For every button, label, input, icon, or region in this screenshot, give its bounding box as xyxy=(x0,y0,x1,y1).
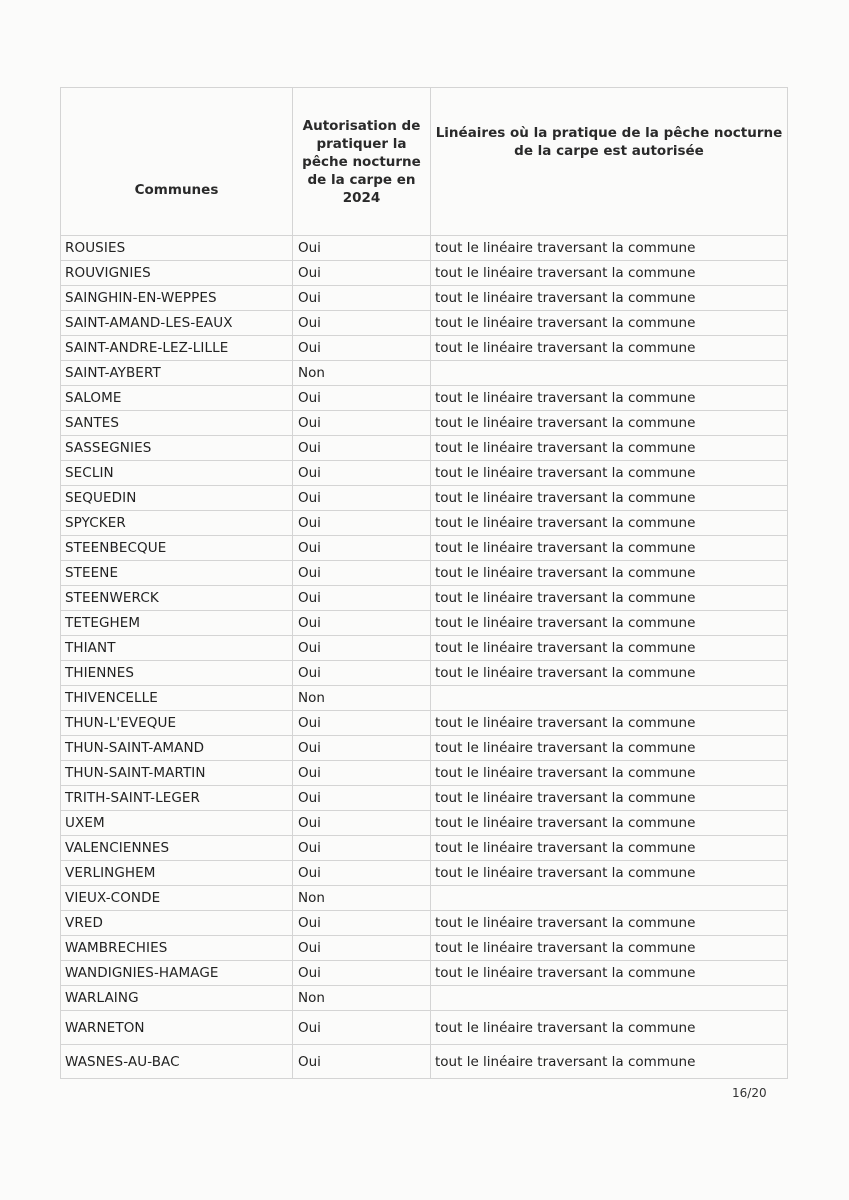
linear-cell: tout le linéaire traversant la commune xyxy=(431,386,788,411)
linear-cell xyxy=(431,686,788,711)
authorization-cell: Oui xyxy=(293,611,431,636)
table-row xyxy=(61,336,788,361)
authorization-cell: Oui xyxy=(293,511,431,536)
table-row xyxy=(61,286,788,311)
authorization-cell: Oui xyxy=(293,436,431,461)
carp-night-fishing-table xyxy=(60,87,788,1079)
authorization-cell: Oui xyxy=(293,1011,431,1045)
authorization-cell: Oui xyxy=(293,286,431,311)
commune-cell: THIANT xyxy=(61,636,293,661)
linear-cell xyxy=(431,886,788,911)
authorization-cell: Oui xyxy=(293,236,431,261)
commune-cell: SALOME xyxy=(61,386,293,411)
commune-cell: WAMBRECHIES xyxy=(61,936,293,961)
table-row xyxy=(61,436,788,461)
authorization-cell: Oui xyxy=(293,711,431,736)
table-row xyxy=(61,811,788,836)
table-row xyxy=(61,711,788,736)
authorization-cell: Oui xyxy=(293,386,431,411)
authorization-cell: Oui xyxy=(293,936,431,961)
table-row xyxy=(61,761,788,786)
commune-cell: STEENE xyxy=(61,561,293,586)
commune-cell: UXEM xyxy=(61,811,293,836)
linear-cell: tout le linéaire traversant la commune xyxy=(431,336,788,361)
authorization-cell: Oui xyxy=(293,861,431,886)
linear-cell: tout le linéaire traversant la commune xyxy=(431,786,788,811)
table-row xyxy=(61,986,788,1011)
linear-cell: tout le linéaire traversant la commune xyxy=(431,636,788,661)
commune-cell: SECLIN xyxy=(61,461,293,486)
authorization-cell: Oui xyxy=(293,561,431,586)
linear-cell: tout le linéaire traversant la commune xyxy=(431,311,788,336)
linear-cell: tout le linéaire traversant la commune xyxy=(431,511,788,536)
authorization-cell: Oui xyxy=(293,461,431,486)
table-row xyxy=(61,861,788,886)
table-row xyxy=(61,661,788,686)
linear-cell: tout le linéaire traversant la commune xyxy=(431,811,788,836)
authorization-cell: Non xyxy=(293,686,431,711)
linear-cell: tout le linéaire traversant la commune xyxy=(431,911,788,936)
linear-cell: tout le linéaire traversant la commune xyxy=(431,286,788,311)
commune-cell: WARNETON xyxy=(61,1011,293,1045)
table-row xyxy=(61,1045,788,1079)
table-row xyxy=(61,361,788,386)
table-row xyxy=(61,836,788,861)
linear-cell: tout le linéaire traversant la commune xyxy=(431,1045,788,1079)
linear-cell xyxy=(431,361,788,386)
authorization-cell: Oui xyxy=(293,311,431,336)
authorization-cell: Oui xyxy=(293,761,431,786)
linear-cell: tout le linéaire traversant la commune xyxy=(431,611,788,636)
linear-cell: tout le linéaire traversant la commune xyxy=(431,561,788,586)
authorization-cell: Oui xyxy=(293,736,431,761)
table-row xyxy=(61,686,788,711)
authorization-cell: Oui xyxy=(293,336,431,361)
table-row xyxy=(61,786,788,811)
table-row xyxy=(61,411,788,436)
commune-cell: VERLINGHEM xyxy=(61,861,293,886)
table-row xyxy=(61,736,788,761)
linear-cell: tout le linéaire traversant la commune xyxy=(431,411,788,436)
linear-cell: tout le linéaire traversant la commune xyxy=(431,861,788,886)
authorization-cell: Non xyxy=(293,361,431,386)
commune-cell: TRITH-SAINT-LEGER xyxy=(61,786,293,811)
commune-cell: ROUSIES xyxy=(61,236,293,261)
authorization-cell: Non xyxy=(293,986,431,1011)
header-authorization: Autorisation de pratiquer la pêche nocturne de la carpe en 2024 xyxy=(293,88,431,236)
linear-cell: tout le linéaire traversant la commune xyxy=(431,711,788,736)
commune-cell: SAINT-ANDRE-LEZ-LILLE xyxy=(61,336,293,361)
commune-cell: THUN-SAINT-MARTIN xyxy=(61,761,293,786)
table-row xyxy=(61,586,788,611)
table-row xyxy=(61,561,788,586)
authorization-cell: Non xyxy=(293,886,431,911)
table-row xyxy=(61,911,788,936)
page-number: 16/20 xyxy=(732,1086,767,1100)
table-row xyxy=(61,936,788,961)
authorization-cell: Oui xyxy=(293,661,431,686)
authorization-cell: Oui xyxy=(293,911,431,936)
table-row xyxy=(61,311,788,336)
commune-cell: STEENBECQUE xyxy=(61,536,293,561)
commune-cell: SAINGHIN-EN-WEPPES xyxy=(61,286,293,311)
commune-cell: VRED xyxy=(61,911,293,936)
table-row xyxy=(61,636,788,661)
commune-cell: WARLAING xyxy=(61,986,293,1011)
linear-cell: tout le linéaire traversant la commune xyxy=(431,586,788,611)
linear-cell: tout le linéaire traversant la commune xyxy=(431,536,788,561)
linear-cell: tout le linéaire traversant la commune xyxy=(431,936,788,961)
table-row xyxy=(61,611,788,636)
authorization-cell: Oui xyxy=(293,1045,431,1079)
table-row xyxy=(61,386,788,411)
commune-cell: SASSEGNIES xyxy=(61,436,293,461)
commune-cell: WANDIGNIES-HAMAGE xyxy=(61,961,293,986)
commune-cell: SANTES xyxy=(61,411,293,436)
commune-cell: THUN-SAINT-AMAND xyxy=(61,736,293,761)
table-row xyxy=(61,486,788,511)
commune-cell: SEQUEDIN xyxy=(61,486,293,511)
linear-cell: tout le linéaire traversant la commune xyxy=(431,1011,788,1045)
authorization-cell: Oui xyxy=(293,536,431,561)
commune-cell: SAINT-AYBERT xyxy=(61,361,293,386)
commune-cell: ROUVIGNIES xyxy=(61,261,293,286)
table-row xyxy=(61,461,788,486)
linear-cell: tout le linéaire traversant la commune xyxy=(431,761,788,786)
authorization-cell: Oui xyxy=(293,411,431,436)
authorization-cell: Oui xyxy=(293,961,431,986)
commune-cell: THIVENCELLE xyxy=(61,686,293,711)
linear-cell: tout le linéaire traversant la commune xyxy=(431,736,788,761)
commune-cell: WASNES-AU-BAC xyxy=(61,1045,293,1079)
authorization-cell: Oui xyxy=(293,811,431,836)
commune-cell: THIENNES xyxy=(61,661,293,686)
linear-cell: tout le linéaire traversant la commune xyxy=(431,961,788,986)
commune-cell: STEENWERCK xyxy=(61,586,293,611)
authorization-cell: Oui xyxy=(293,786,431,811)
authorization-cell: Oui xyxy=(293,636,431,661)
commune-cell: THUN-L'EVEQUE xyxy=(61,711,293,736)
commune-cell: VIEUX-CONDE xyxy=(61,886,293,911)
linear-cell xyxy=(431,986,788,1011)
table-row xyxy=(61,236,788,261)
linear-cell: tout le linéaire traversant la commune xyxy=(431,261,788,286)
commune-cell: SAINT-AMAND-LES-EAUX xyxy=(61,311,293,336)
authorization-cell: Oui xyxy=(293,261,431,286)
table-body xyxy=(61,236,788,1079)
linear-cell: tout le linéaire traversant la commune xyxy=(431,486,788,511)
authorization-cell: Oui xyxy=(293,836,431,861)
commune-cell: TETEGHEM xyxy=(61,611,293,636)
authorization-cell: Oui xyxy=(293,486,431,511)
table-row xyxy=(61,536,788,561)
table-header-row xyxy=(61,88,788,236)
table-row xyxy=(61,511,788,536)
commune-cell: VALENCIENNES xyxy=(61,836,293,861)
header-linear: Linéaires où la pratique de la pêche nocturne de la carpe est autorisée xyxy=(431,88,788,236)
table-row xyxy=(61,961,788,986)
linear-cell: tout le linéaire traversant la commune xyxy=(431,461,788,486)
table-row xyxy=(61,1011,788,1045)
linear-cell: tout le linéaire traversant la commune xyxy=(431,436,788,461)
table-row xyxy=(61,261,788,286)
header-communes: Communes xyxy=(61,88,293,236)
linear-cell: tout le linéaire traversant la commune xyxy=(431,661,788,686)
commune-cell: SPYCKER xyxy=(61,511,293,536)
table-row xyxy=(61,886,788,911)
linear-cell: tout le linéaire traversant la commune xyxy=(431,236,788,261)
linear-cell: tout le linéaire traversant la commune xyxy=(431,836,788,861)
authorization-cell: Oui xyxy=(293,586,431,611)
